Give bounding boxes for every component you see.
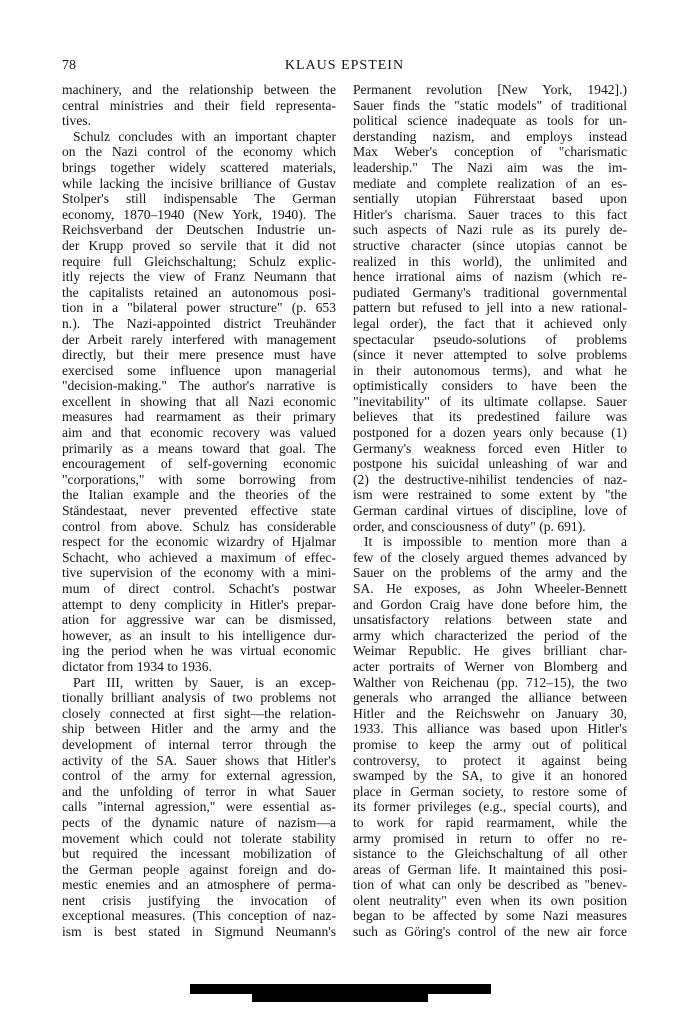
text-line: sentially utopian Führerstaat based upon <box>353 191 627 207</box>
text-line: aim and that economic recovery was valued <box>62 425 336 441</box>
text-line: development of internal terror through the <box>62 736 336 752</box>
text-line: tive supervision of the economy with a mini- <box>62 565 336 581</box>
text-line: generals who arranged the alliance between <box>353 690 627 706</box>
text-line: exercised some influence upon managerial <box>62 362 336 378</box>
text-line: derstanding nazism, and employs instead <box>353 128 627 144</box>
text-line: in their autonomous terms), and what he <box>353 362 627 378</box>
text-line: mum of direct control. Schacht's postwar <box>62 581 336 596</box>
page-header <box>62 58 627 78</box>
text-line: swamped by the SA, to give it an honored <box>353 768 627 784</box>
text-line: control from above. Schulz has considerable <box>62 518 336 534</box>
text-line: require full Gleichschaltung; Schulz explic- <box>62 253 336 269</box>
text-line: Stolper's still indispensable The German <box>62 191 336 207</box>
text-line: structive character (since utopias cannot be <box>353 237 627 253</box>
text-line: Permanent revolution [New York, 1942].) <box>353 82 627 97</box>
text-line: der Krupp proved so servile that it did not <box>62 237 336 253</box>
text-line: der Arbeit rarely interfered with management <box>62 331 336 347</box>
text-line: brings together widely scattered materials, <box>62 159 336 175</box>
text-line: to work for rapid rearmament, while the <box>353 814 627 830</box>
text-line: however, as an insult to his intelligence dur- <box>62 627 336 643</box>
text-line: directly, but their mere presence must have <box>62 347 336 363</box>
text-line: army which characterized the period of the <box>353 627 627 643</box>
text-line: 1933. This alliance was based upon Hitler's <box>353 721 627 737</box>
text-line: few of the closely argued themes advanced by <box>353 549 627 565</box>
text-line: army promised in return to offer no re- <box>353 830 627 846</box>
text-line: (2) the destructive-nihilist tendencies of naz- <box>353 471 627 487</box>
text-line: central ministries and their field representa- <box>62 97 336 113</box>
text-line: sistance to the Gleichschaltung of all other <box>353 846 627 862</box>
text-line: Sauer on the problems of the army and the <box>353 565 627 581</box>
running-head: KLAUS EPSTEIN <box>284 58 405 73</box>
text-line: SA. He exposes, as John Wheeler-Bennett <box>353 581 627 596</box>
text-line: spectacular pseudo-solutions of problems <box>353 331 627 347</box>
text-line: economy, 1870–1940 (New York, 1940). The <box>62 206 336 222</box>
text-line: Reichsverband der Deutschen Industrie un- <box>62 222 336 238</box>
text-line: Hitler and the Reichswehr on January 30, <box>353 705 627 721</box>
text-line: tionally brilliant analysis of two problems not <box>62 690 336 706</box>
text-line: exceptional measures. (This conception of naz- <box>62 908 336 924</box>
text-line: Germany's weakness forced even Hitler to <box>353 440 627 456</box>
text-line: believes that its predestined failure was <box>353 409 627 425</box>
text-line: such as Göring's control of the new air force <box>353 924 627 940</box>
text-line: (since it never attempted to solve problems <box>353 347 627 363</box>
text-line: nent crisis justifying the invocation of <box>62 892 336 908</box>
text-line: optimistically considers to have been the <box>353 378 627 394</box>
text-line: its former privileges (e.g., special courts), and <box>353 799 627 815</box>
text-line: Weimar Republic. He gives brilliant char- <box>353 643 627 659</box>
text-line: postpone his suicidal unleashing of war and <box>353 456 627 472</box>
left-text-column <box>62 82 336 940</box>
text-line: calls "internal agression," were essential as- <box>62 799 336 815</box>
text-line: German cardinal virtues of discipline, love of <box>353 503 627 519</box>
text-line: ship between Hitler and the army and the <box>62 721 336 737</box>
text-line: the capitalists retained an autonomous posi- <box>62 284 336 300</box>
text-line: the German people against foreign and do- <box>62 861 336 877</box>
text-line: legal order), the fact that it achieved only <box>353 315 627 331</box>
text-line: olent neutrality" even when its own position <box>353 892 627 908</box>
text-line: pects of the dynamic nature of nazism—a <box>62 814 336 830</box>
text-line: promise to keep the army out of political <box>353 736 627 752</box>
text-line: areas of German life. It maintained this posi- <box>353 861 627 877</box>
text-line: ism were restrained to some extent by "the <box>353 487 627 503</box>
text-line: "decision-making." The author's narrative is <box>62 378 336 394</box>
text-line: Sauer finds the "static models" of traditional <box>353 97 627 113</box>
text-line: began to be affected by some Nazi measures <box>353 908 627 924</box>
text-line: place in German society, to restore some of <box>353 783 627 799</box>
text-line: and the unfolding of terror in what Sauer <box>62 783 336 799</box>
text-line: order, and consciousness of duty" (p. 691). <box>353 518 586 534</box>
text-line: dictator from 1934 to 1936. <box>62 658 212 674</box>
text-line: on the Nazi control of the economy which <box>62 144 336 160</box>
text-line: tives. <box>62 113 92 129</box>
text-line: n.). The Nazi-appointed district Treuhänder <box>62 315 336 331</box>
text-line: tion of what can only be described as "benev- <box>353 877 627 893</box>
text-line: movement which could not tolerate stability <box>62 830 336 846</box>
text-line: leadership." The Nazi aim was the im- <box>353 159 627 175</box>
text-line: but required the incessant mobilization of <box>62 846 336 862</box>
text-line: itly rejects the view of Franz Neumann that <box>62 269 336 285</box>
text-line: machinery, and the relationship between the <box>62 82 336 97</box>
text-line: Walther von Reichenau (pp. 712–15), the two <box>353 674 627 690</box>
text-line: respect for the economic wizardry of Hjalmar <box>62 534 336 550</box>
page-number: 78 <box>62 58 76 73</box>
text-line: encouragement of self-governing economic <box>62 456 336 472</box>
text-line: excellent in showing that all Nazi economic <box>62 393 336 409</box>
text-line: controversy, to protect it against being <box>353 752 627 768</box>
text-line: such aspects of Nazi rule as its purely de- <box>353 222 627 238</box>
text-line: ing the period when he was virtual economic <box>62 643 336 659</box>
text-line: pudiated Germany's traditional governmental <box>353 284 627 300</box>
text-line: attempt to deny complicity in Hitler's prepar- <box>62 596 336 612</box>
text-line: Schulz concludes with an important chapter <box>73 128 336 144</box>
text-line: It is impossible to mention more than a <box>364 534 627 550</box>
text-line: pattern but refused to jell into a new rational- <box>353 300 627 316</box>
right-text-column <box>353 82 627 940</box>
text-line: ation for aggressive war can be dismissed, <box>62 612 336 628</box>
text-line: Ständestaat, never prevented effective state <box>62 503 336 519</box>
text-line: tion in a "bilateral power structure" (p. 653 <box>62 300 336 316</box>
text-line: political science inadequate as tools for un- <box>353 113 627 129</box>
text-line: closely connected at first sight—the relation- <box>62 705 336 721</box>
text-line: hence irrational aims of nazism (which re- <box>353 269 627 285</box>
text-line: Part III, written by Sauer, is an excep- <box>73 674 336 690</box>
text-line: Schacht, who achieved a maximum of effec- <box>62 549 336 565</box>
text-line: mediate and complete realization of an es- <box>353 175 627 191</box>
text-line: activity of the SA. Sauer shows that Hitler's <box>62 752 336 768</box>
text-line: control of the army for external agression, <box>62 768 336 784</box>
text-line: while lacking the incisive brilliance of Gustav <box>62 175 336 191</box>
text-line: mestic enemies and an atmosphere of perma- <box>62 877 336 893</box>
text-line: and Gordon Craig have done before him, the <box>353 596 627 612</box>
text-line: unsatisfactory relations between state and <box>353 612 627 628</box>
text-line: acter portraits of Werner von Blomberg and <box>353 658 627 674</box>
text-line: ism is best stated in Sigmund Neumann's <box>62 924 336 940</box>
text-line: postponed for a dozen years only because (1) <box>353 425 627 441</box>
text-line: primarily as a means toward that goal. The <box>62 440 336 456</box>
text-line: Hitler's charisma. Sauer traces to this fact <box>353 206 627 222</box>
text-line: realized in this world), the unlimited and <box>353 253 627 269</box>
redaction-bar <box>252 993 428 1002</box>
text-line: Max Weber's conception of "charismatic <box>353 144 627 160</box>
text-line: "inevitability" of its ultimate collapse. Sauer <box>353 393 627 409</box>
text-line: "corporations," with some borrowing from <box>62 471 336 487</box>
text-line: measures had rearmament as their primary <box>62 409 336 425</box>
text-line: the Italian example and the theories of the <box>62 487 336 503</box>
